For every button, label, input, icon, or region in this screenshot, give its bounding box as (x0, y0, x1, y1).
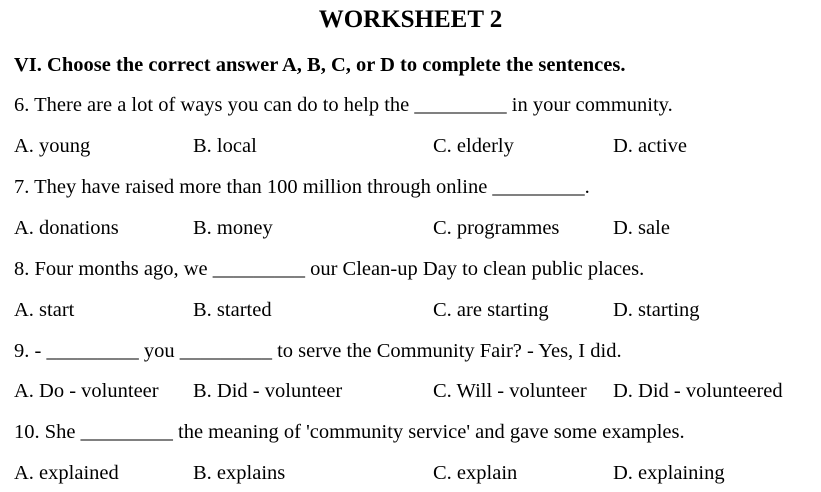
question-9-option-a: A. Do - volunteer (14, 380, 159, 402)
question-10-option-b: B. explains (193, 462, 286, 484)
question-8-option-b: B. started (193, 299, 272, 321)
question-7-text: 7. They have raised more than 100 million through online _________. (14, 176, 590, 198)
question-10-option-c: C. explain (433, 462, 518, 484)
question-8-text: 8. Four months ago, we _________ our Clean-up Day to clean public places. (14, 258, 645, 280)
question-8-option-c: C. are starting (433, 299, 549, 321)
question-7-option-c: C. programmes (433, 217, 560, 239)
question-10-option-a: A. explained (14, 462, 119, 484)
question-6-option-a: A. young (14, 135, 91, 157)
question-7-option-a: A. donations (14, 217, 119, 239)
question-9-option-b: B. Did - volunteer (193, 380, 343, 402)
question-9-option-c: C. Will - volunteer (433, 380, 587, 402)
section-instruction: VI. Choose the correct answer A, B, C, or D to complete the sentences. (14, 54, 626, 76)
question-8-option-d: D. starting (613, 299, 700, 321)
question-9-option-d: D. Did - volunteered (613, 380, 783, 402)
question-10-text: 10. She _________ the meaning of 'community service' and gave some examples. (14, 421, 685, 443)
question-8-option-a: A. start (14, 299, 75, 321)
question-7-option-b: B. money (193, 217, 273, 239)
question-9-text: 9. - _________ you _________ to serve the Community Fair? - Yes, I did. (14, 340, 622, 362)
question-6-option-b: B. local (193, 135, 257, 157)
question-6-option-d: D. active (613, 135, 687, 157)
worksheet-title: WORKSHEET 2 (318, 6, 503, 33)
question-6-option-c: C. elderly (433, 135, 514, 157)
question-10-option-d: D. explaining (613, 462, 725, 484)
question-6-text: 6. There are a lot of ways you can do to help the _________ in your community. (14, 94, 673, 116)
question-7-option-d: D. sale (613, 217, 670, 239)
